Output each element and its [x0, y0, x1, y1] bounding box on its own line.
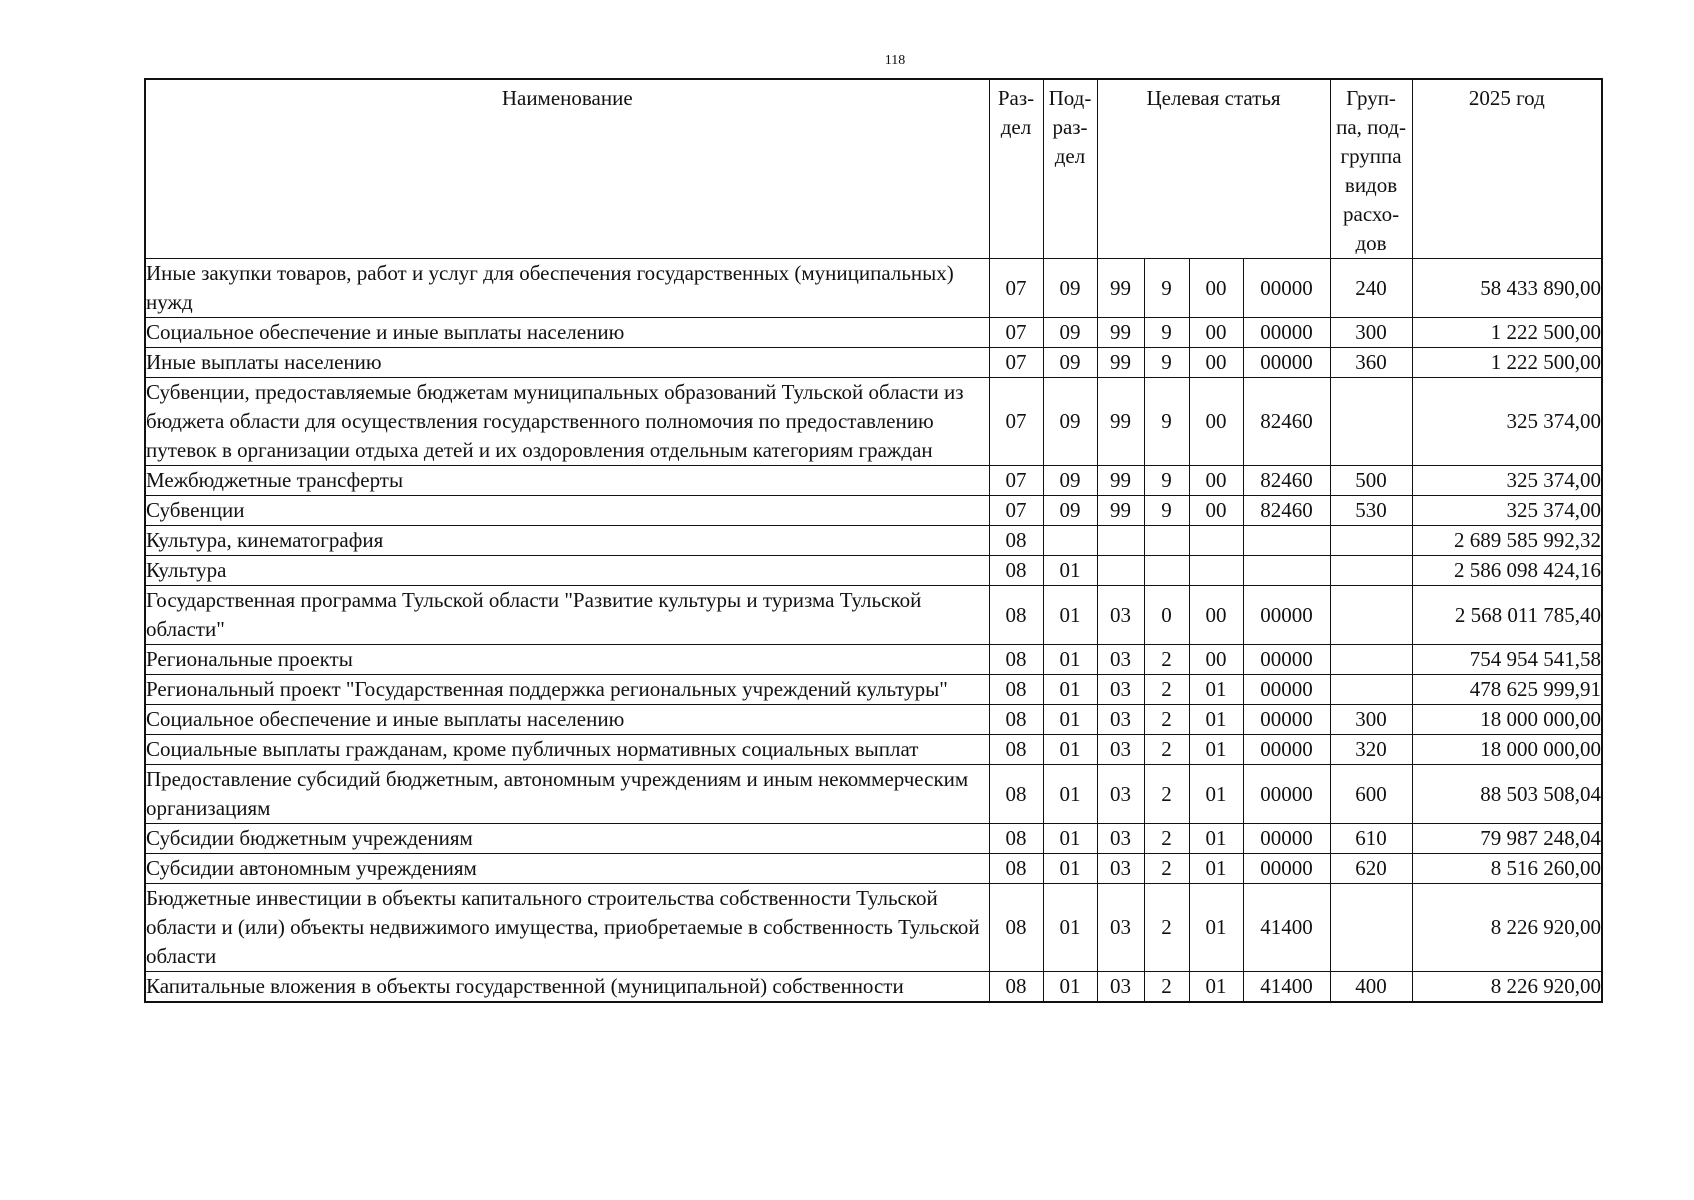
row-razdel: 08 [989, 675, 1043, 705]
row-razdel: 08 [989, 645, 1043, 675]
row-podrazdel: 01 [1043, 586, 1097, 645]
row-name: Субсидии бюджетным учреждениям [145, 824, 989, 854]
table-row [145, 765, 1602, 824]
row-amount: 478 625 999,91 [1412, 675, 1602, 705]
table-row [145, 735, 1602, 765]
row-expense-group: 620 [1330, 854, 1412, 884]
row-amount: 2 568 011 785,40 [1412, 586, 1602, 645]
row-target-type: 9 [1144, 318, 1189, 348]
row-expense-group: 360 [1330, 348, 1412, 378]
row-razdel: 08 [989, 765, 1043, 824]
row-target-program: 03 [1097, 705, 1144, 735]
row-target-element: 00 [1189, 496, 1243, 526]
row-target-direction [1243, 556, 1330, 586]
row-name: Культура, кинематография [145, 526, 989, 556]
row-target-program: 03 [1097, 735, 1144, 765]
row-target-direction: 00000 [1243, 705, 1330, 735]
row-podrazdel: 01 [1043, 765, 1097, 824]
row-target-element [1189, 556, 1243, 586]
row-target-direction: 00000 [1243, 675, 1330, 705]
table-row [145, 972, 1602, 1003]
row-razdel: 08 [989, 705, 1043, 735]
row-razdel: 08 [989, 854, 1043, 884]
row-target-program: 03 [1097, 854, 1144, 884]
row-expense-group [1330, 675, 1412, 705]
row-amount: 18 000 000,00 [1412, 705, 1602, 735]
row-target-direction: 41400 [1243, 884, 1330, 972]
row-podrazdel: 01 [1043, 705, 1097, 735]
row-target-type: 2 [1144, 705, 1189, 735]
row-razdel: 08 [989, 556, 1043, 586]
header-razdel: Раз- дел [989, 79, 1043, 259]
header-target-article: Целевая статья [1097, 79, 1330, 259]
row-target-program: 03 [1097, 972, 1144, 1003]
row-target-element: 01 [1189, 854, 1243, 884]
row-amount: 8 226 920,00 [1412, 884, 1602, 972]
row-target-direction: 00000 [1243, 259, 1330, 318]
row-target-element: 01 [1189, 705, 1243, 735]
row-target-element: 00 [1189, 348, 1243, 378]
row-amount: 754 954 541,58 [1412, 645, 1602, 675]
row-name: Иные выплаты населению [145, 348, 989, 378]
row-razdel: 07 [989, 496, 1043, 526]
row-amount: 325 374,00 [1412, 378, 1602, 466]
row-podrazdel: 01 [1043, 735, 1097, 765]
row-amount: 2 586 098 424,16 [1412, 556, 1602, 586]
row-razdel: 08 [989, 526, 1043, 556]
header-expense-group: Груп- па, под- группа видов расхо- дов [1330, 79, 1412, 259]
row-target-type: 9 [1144, 348, 1189, 378]
row-name: Иные закупки товаров, работ и услуг для обеспечения государственных (муниципальных) нужд [145, 259, 989, 318]
row-target-type: 0 [1144, 586, 1189, 645]
row-name: Субсидии автономным учреждениям [145, 854, 989, 884]
table-row [145, 824, 1602, 854]
row-target-direction [1243, 526, 1330, 556]
header-year: 2025 год [1412, 79, 1602, 259]
row-amount: 325 374,00 [1412, 466, 1602, 496]
row-name: Субвенции, предоставляемые бюджетам муниципальных образований Тульской области из бюджета области для осуществления государственного полномочия по предоставлению путевок в организации отдыха детей и их оздоровления отдельным категориям граждан [145, 378, 989, 466]
row-name: Культура [145, 556, 989, 586]
row-target-program: 03 [1097, 645, 1144, 675]
row-podrazdel [1043, 526, 1097, 556]
row-target-direction: 00000 [1243, 318, 1330, 348]
row-expense-group: 320 [1330, 735, 1412, 765]
header-podrazdel: Под- раз- дел [1043, 79, 1097, 259]
row-name: Государственная программа Тульской области "Развитие культуры и туризма Тульской области" [145, 586, 989, 645]
row-target-program: 99 [1097, 318, 1144, 348]
row-target-direction: 00000 [1243, 735, 1330, 765]
budget-table [144, 78, 1603, 1003]
row-target-program: 99 [1097, 348, 1144, 378]
row-target-direction: 82460 [1243, 496, 1330, 526]
row-expense-group: 240 [1330, 259, 1412, 318]
row-name: Предоставление субсидий бюджетным, автономным учреждениям и иным некоммерческим организациям [145, 765, 989, 824]
table-row [145, 675, 1602, 705]
table-row [145, 556, 1602, 586]
row-target-type [1144, 526, 1189, 556]
row-target-direction: 41400 [1243, 972, 1330, 1003]
row-expense-group [1330, 526, 1412, 556]
row-expense-group: 300 [1330, 318, 1412, 348]
row-target-type: 2 [1144, 765, 1189, 824]
row-name: Бюджетные инвестиции в объекты капитального строительства собственности Тульской области и (или) объекты недвижимого имущества, приобретаемые в собственность Тульской области [145, 884, 989, 972]
row-podrazdel: 09 [1043, 348, 1097, 378]
row-target-program: 03 [1097, 765, 1144, 824]
table-row [145, 318, 1602, 348]
row-expense-group [1330, 556, 1412, 586]
table-row [145, 348, 1602, 378]
row-expense-group [1330, 884, 1412, 972]
row-podrazdel: 01 [1043, 824, 1097, 854]
table-header-row [145, 79, 1602, 259]
row-podrazdel: 01 [1043, 675, 1097, 705]
row-target-type: 2 [1144, 854, 1189, 884]
table-row [145, 526, 1602, 556]
row-target-program: 99 [1097, 378, 1144, 466]
row-name: Межбюджетные трансферты [145, 466, 989, 496]
row-target-direction: 00000 [1243, 645, 1330, 675]
row-razdel: 08 [989, 735, 1043, 765]
row-name: Социальное обеспечение и иные выплаты населению [145, 705, 989, 735]
row-amount: 325 374,00 [1412, 496, 1602, 526]
row-target-element: 00 [1189, 259, 1243, 318]
table-row [145, 645, 1602, 675]
row-podrazdel: 01 [1043, 854, 1097, 884]
row-expense-group [1330, 645, 1412, 675]
row-target-type: 9 [1144, 466, 1189, 496]
row-podrazdel: 09 [1043, 496, 1097, 526]
table-row [145, 496, 1602, 526]
row-target-type: 2 [1144, 675, 1189, 705]
row-target-element [1189, 526, 1243, 556]
row-expense-group: 530 [1330, 496, 1412, 526]
row-razdel: 08 [989, 884, 1043, 972]
row-target-direction: 82460 [1243, 378, 1330, 466]
row-target-element: 01 [1189, 675, 1243, 705]
row-target-direction: 00000 [1243, 765, 1330, 824]
row-amount: 1 222 500,00 [1412, 348, 1602, 378]
row-razdel: 07 [989, 348, 1043, 378]
row-podrazdel: 01 [1043, 972, 1097, 1003]
row-target-type [1144, 556, 1189, 586]
row-amount: 58 433 890,00 [1412, 259, 1602, 318]
row-amount: 1 222 500,00 [1412, 318, 1602, 348]
row-name: Капитальные вложения в объекты государственной (муниципальной) собственности [145, 972, 989, 1003]
row-name: Субвенции [145, 496, 989, 526]
row-amount: 18 000 000,00 [1412, 735, 1602, 765]
row-amount: 2 689 585 992,32 [1412, 526, 1602, 556]
row-name: Социальное обеспечение и иные выплаты населению [145, 318, 989, 348]
row-target-type: 2 [1144, 884, 1189, 972]
row-target-direction: 82460 [1243, 466, 1330, 496]
row-podrazdel: 01 [1043, 884, 1097, 972]
row-podrazdel: 09 [1043, 259, 1097, 318]
row-target-program: 99 [1097, 466, 1144, 496]
row-amount: 8 516 260,00 [1412, 854, 1602, 884]
row-expense-group: 500 [1330, 466, 1412, 496]
row-target-direction: 00000 [1243, 824, 1330, 854]
row-podrazdel: 09 [1043, 378, 1097, 466]
row-name: Региональный проект "Государственная поддержка региональных учреждений культуры" [145, 675, 989, 705]
row-podrazdel: 09 [1043, 318, 1097, 348]
page-number: 118 [884, 53, 906, 68]
row-target-element: 01 [1189, 884, 1243, 972]
row-expense-group: 300 [1330, 705, 1412, 735]
row-target-element: 00 [1189, 378, 1243, 466]
row-target-program [1097, 526, 1144, 556]
row-expense-group: 600 [1330, 765, 1412, 824]
row-expense-group [1330, 586, 1412, 645]
row-target-program: 03 [1097, 675, 1144, 705]
row-target-type: 2 [1144, 972, 1189, 1003]
row-target-type: 2 [1144, 645, 1189, 675]
row-razdel: 07 [989, 318, 1043, 348]
row-target-type: 2 [1144, 824, 1189, 854]
row-target-element: 01 [1189, 735, 1243, 765]
row-podrazdel: 01 [1043, 556, 1097, 586]
row-expense-group: 400 [1330, 972, 1412, 1003]
table-row [145, 586, 1602, 645]
row-target-direction: 00000 [1243, 854, 1330, 884]
row-target-type: 9 [1144, 378, 1189, 466]
row-target-element: 01 [1189, 972, 1243, 1003]
row-amount: 79 987 248,04 [1412, 824, 1602, 854]
table-row [145, 259, 1602, 318]
row-amount: 88 503 508,04 [1412, 765, 1602, 824]
row-name: Региональные проекты [145, 645, 989, 675]
row-razdel: 08 [989, 586, 1043, 645]
row-target-program: 99 [1097, 259, 1144, 318]
table-row [145, 884, 1602, 972]
row-target-element: 00 [1189, 645, 1243, 675]
table-row [145, 466, 1602, 496]
row-target-type: 9 [1144, 259, 1189, 318]
row-name: Социальные выплаты гражданам, кроме публичных нормативных социальных выплат [145, 735, 989, 765]
header-name: Наименование [145, 79, 989, 259]
row-target-program: 03 [1097, 824, 1144, 854]
row-target-type: 9 [1144, 496, 1189, 526]
row-target-program: 99 [1097, 496, 1144, 526]
row-target-element: 01 [1189, 824, 1243, 854]
row-expense-group: 610 [1330, 824, 1412, 854]
row-target-program: 03 [1097, 586, 1144, 645]
row-razdel: 08 [989, 824, 1043, 854]
row-target-program [1097, 556, 1144, 586]
row-expense-group [1330, 378, 1412, 466]
row-target-type: 2 [1144, 735, 1189, 765]
row-target-element: 01 [1189, 765, 1243, 824]
table-row [145, 854, 1602, 884]
row-amount: 8 226 920,00 [1412, 972, 1602, 1003]
row-razdel: 07 [989, 378, 1043, 466]
row-target-element: 00 [1189, 586, 1243, 645]
row-razdel: 08 [989, 972, 1043, 1003]
row-podrazdel: 01 [1043, 645, 1097, 675]
row-razdel: 07 [989, 259, 1043, 318]
table-row [145, 705, 1602, 735]
row-target-direction: 00000 [1243, 348, 1330, 378]
row-podrazdel: 09 [1043, 466, 1097, 496]
row-target-element: 00 [1189, 466, 1243, 496]
row-target-direction: 00000 [1243, 586, 1330, 645]
row-target-program: 03 [1097, 884, 1144, 972]
row-razdel: 07 [989, 466, 1043, 496]
row-target-element: 00 [1189, 318, 1243, 348]
table-row [145, 378, 1602, 466]
